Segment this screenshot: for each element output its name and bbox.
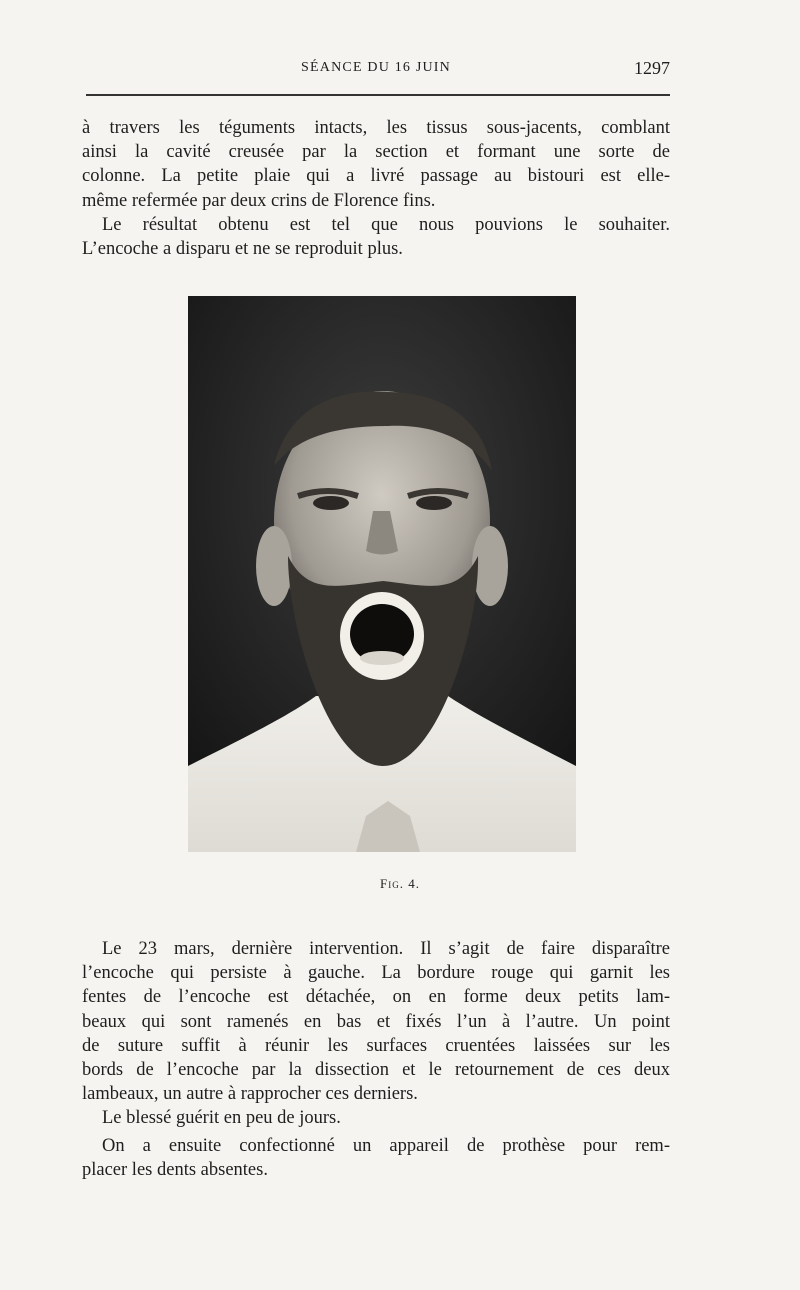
text-line: beaux qui sont ramenés en bas et fixés l’un à l’autre. Un point [82, 1011, 670, 1032]
text-line: bords de l’encoche par la dissection et le retournement de ces deux [82, 1060, 670, 1081]
paragraph-prosthesis [82, 1134, 670, 1182]
text-line: ainsi la cavité creusée par la section et formant une sorte de [82, 142, 670, 163]
page-number: 1297 [634, 58, 670, 78]
text-line: même refermée par deux crins de Florence fins. [82, 190, 436, 211]
header-rule [86, 94, 670, 96]
figure-caption: Fig. 4. [380, 876, 420, 891]
text-line: de suture suffit à réunir les surfaces cruentées laissées sur les [82, 1035, 670, 1056]
running-head: SÉANCE DU 16 JUIN [301, 60, 451, 75]
page-header [82, 58, 670, 82]
paragraph-recovery [82, 1106, 670, 1130]
paragraph-result [82, 213, 670, 261]
text-line: colonne. La petite plaie qui a livré passage au bistouri est elle- [82, 166, 670, 187]
text-line: fentes de l’encoche est détachée, on en forme deux petits lam- [82, 987, 670, 1008]
text-line: Le 23 mars, dernière intervention. Il s’agit de faire disparaître [102, 939, 670, 959]
paragraph-intervention [82, 937, 670, 1106]
paragraph-closing [82, 116, 670, 213]
patient-photograph [188, 296, 576, 852]
text-line: l’encoche qui persiste à gauche. La bordure rouge qui garnit les [82, 963, 670, 984]
text-line: à travers les téguments intacts, les tissus sous-jacents, comblant [82, 118, 670, 138]
text-line: On a ensuite confectionné un appareil de prothèse pour rem- [102, 1136, 670, 1156]
text-line: L’encoche a disparu et ne se reproduit plus. [82, 239, 403, 260]
text-line: Le blessé guérit en peu de jours. [102, 1108, 341, 1128]
text-line: placer les dents absentes. [82, 1160, 268, 1181]
text-line: lambeaux, un autre à rapprocher ces derniers. [82, 1084, 418, 1105]
text-line: Le résultat obtenu est tel que nous pouvions le souhaiter. [102, 215, 670, 235]
